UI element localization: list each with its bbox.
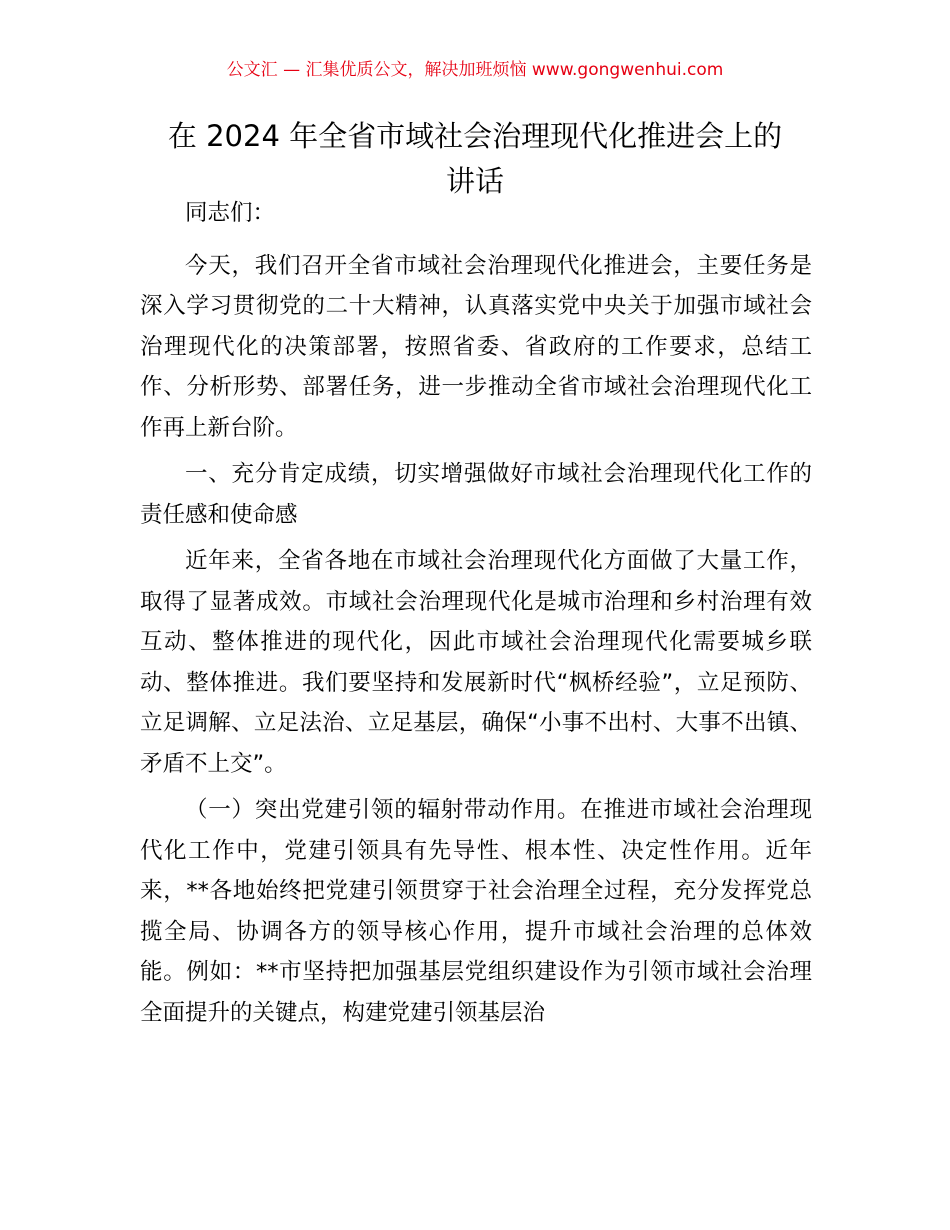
paragraph-achievements: 近年来，全省各地在市域社会治理现代化方面做了大量工作，取得了显著成效。市域社会治理现代化是城市治理和乡村治理有效互动、整体推进的现代化，因此市域社会治理现代化需要城乡联动、整体推进。我们要坚持和发展新时代“枫桥经验”，立足预防、立足调解、立足法治、立足基层，确保“小事不出村、大事不出镇、矛盾不上交”。 xyxy=(140,548,812,777)
section-heading-1: 一、充分肯定成绩，切实增强做好市域社会治理现代化工作的责任感和使命感 xyxy=(140,461,812,528)
salutation: 同志们： xyxy=(185,200,276,226)
document-title-line-1: 在 2024 年全省市域社会治理现代化推进会上的 xyxy=(167,119,783,153)
paragraph-intro: 今天，我们召开全省市域社会治理现代化推进会，主要任务是深入学习贯彻党的二十大精神，认真落实党中央关于加强市域社会治理现代化的决策部署，按照省委、省政府的工作要求，总结工作、分析形势、部署任务，进一步推动全省市域社会治理现代化工作再上新台阶。 xyxy=(140,252,812,441)
document-title-line-2: 讲话 xyxy=(445,164,504,198)
watermark-header-banner: 公文汇 — 汇集优质公文，解决加班烦恼 www.gongwenhui.com xyxy=(226,60,724,80)
subsection-1-paragraph: （一）突出党建引领的辐射带动作用。在推进市域社会治理现代化工作中，党建引领具有先导性、根本性、决定性作用。近年来，**各地始终把党建引领贯穿于社会治理全过程，充分发挥党总揽全局、协调各方的领导核心作用，提升市域社会治理的总体效能。例如：**市坚持把加强基层党组织建设作为引领市域社会治理全面提升的关键点，构建党建引领基层治 xyxy=(140,797,812,1026)
document-body xyxy=(140,193,812,1039)
document-title xyxy=(130,114,820,204)
